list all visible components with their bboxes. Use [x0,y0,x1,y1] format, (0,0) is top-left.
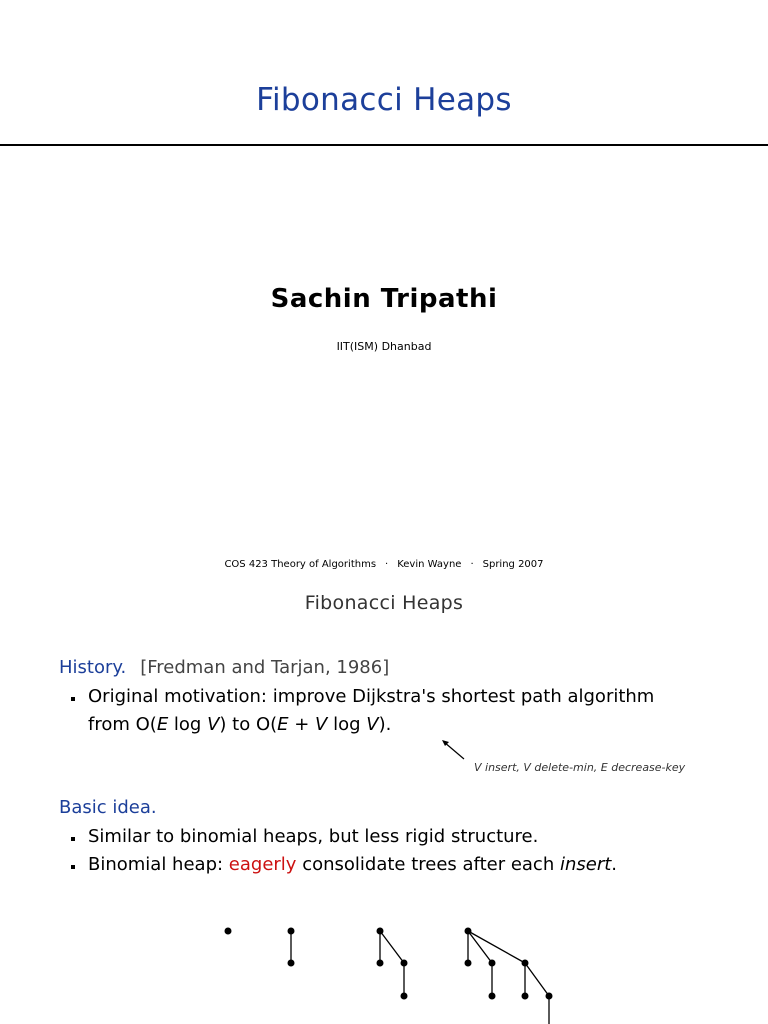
content-title: Fibonacci Heaps [304,592,464,614]
bullet-marker [71,837,75,841]
operation-insert: insert [559,854,612,875]
var-v: V [207,714,220,735]
binomial-trees-diagram [200,900,580,1024]
footer-instructor: Kevin Wayne [397,559,462,570]
binomial-tree-b3 [465,928,553,1024]
note-decrease-key: decrease-key [607,761,686,774]
slide-title: Fibonacci Heaps [256,82,512,118]
history-bullet-line-1: Original motivation: improve Dijkstra's shortest path algorithm [88,686,655,707]
note-v: V [474,761,482,774]
text-log: log [168,714,208,735]
bullet-mid: consolidate trees after each [296,854,560,875]
text-to: ) to O( [219,714,278,735]
basic-idea-heading: Basic idea. [59,797,157,818]
text-plus: + [288,714,316,735]
annotation-arrow-icon [440,738,470,762]
basic-idea-bullet-1: Similar to binomial heaps, but less rigid structure. [88,826,539,847]
binomial-tree-b2 [377,928,408,1000]
var-e: E [277,714,289,735]
history-heading: History. [59,657,127,678]
basic-idea-bullet-2 [88,851,617,879]
history-bullet-line-2 [88,711,391,739]
complexity-note [474,761,685,774]
history-heading-line [59,657,389,678]
note-v: V [523,761,531,774]
text-end: ). [378,714,392,735]
note-insert: insert, [481,761,524,774]
course-footer [0,559,768,570]
note-delete-min: delete-min, [530,761,601,774]
note-e: E [600,761,608,774]
footer-term: Spring 2007 [482,559,544,570]
footer-separator: · [470,559,474,570]
footer-course: COS 423 Theory of Algorithms [224,559,377,570]
bullet-marker [71,865,75,869]
bullet-prefix: Binomial heap: [88,854,229,875]
text-log: log [327,714,367,735]
var-v: V [366,714,379,735]
binomial-tree-b0 [225,928,232,935]
author-name: Sachin Tripathi [270,284,498,314]
institution: IIT(ISM) Dhanbad [336,340,432,353]
bullet-end: . [611,854,618,875]
history-citation: [Fredman and Tarjan, 1986] [140,657,390,678]
title-divider [0,144,768,146]
text-from: from O( [88,714,157,735]
var-v: V [315,714,328,735]
bullet-marker [71,697,75,701]
binomial-tree-b1 [288,928,295,967]
highlight-eagerly: eagerly [228,854,297,875]
var-e: E [156,714,169,735]
footer-separator: · [385,559,389,570]
